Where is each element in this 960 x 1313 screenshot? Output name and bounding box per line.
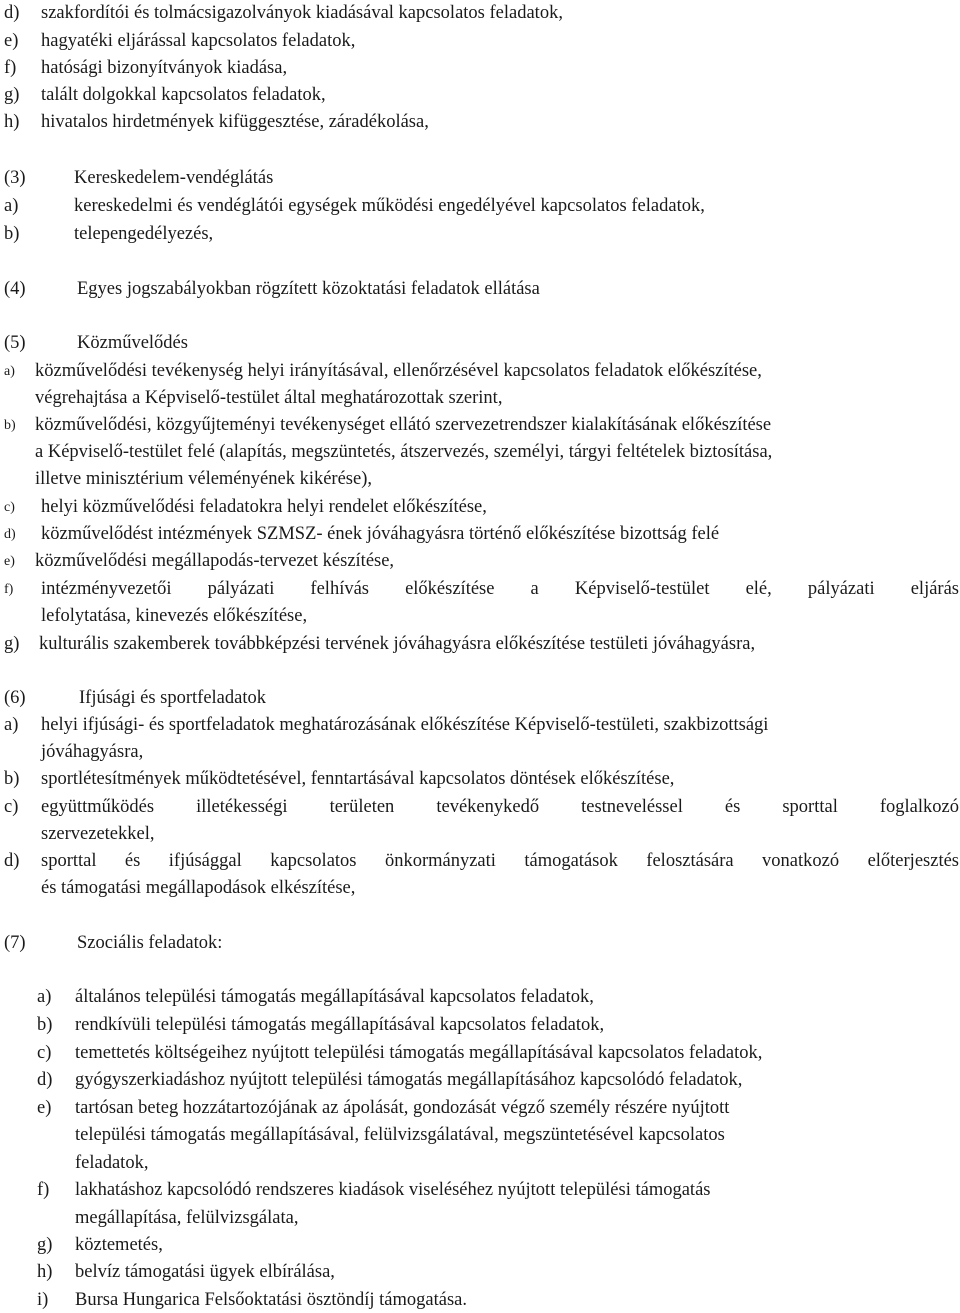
item-text: közművelődési megállapodás-tervezet készítése,	[35, 551, 395, 571]
item-text: kereskedelmi és vendéglátói egységek működési engedélyével kapcsolatos feladatok,	[74, 196, 705, 216]
item-label: d)	[37, 1070, 53, 1090]
item-continuation	[41, 821, 155, 847]
item-continuation	[41, 875, 355, 901]
item-text: talált dolgokkal kapcsolatos feladatok,	[41, 85, 326, 105]
item-label: g)	[4, 85, 20, 105]
item-label: b)	[4, 418, 16, 433]
item-label: g)	[4, 634, 20, 654]
item-label: g)	[37, 1235, 53, 1255]
section-number: (3)	[4, 168, 26, 188]
item-label: a)	[4, 196, 19, 216]
item-label: d)	[4, 527, 16, 542]
item-text: rendkívüli települési támogatás megállapításával kapcsolatos feladatok,	[75, 1015, 605, 1035]
item-continuation	[75, 1122, 725, 1148]
item-text: kulturális szakemberek továbbképzési tervének jóváhagyásra előkészítése testületi jóváhagyásra,	[39, 634, 756, 654]
item-text: és támogatási megállapodások elkészítése,	[41, 878, 356, 898]
item-text: helyi ifjúsági- és sportfeladatok meghatározásának előkészítése Képviselő-testületi, szakbizottsági	[41, 715, 769, 735]
item-text: hagyatéki eljárással kapcsolatos feladatok,	[41, 31, 356, 51]
item-label: f)	[4, 58, 17, 78]
item-label: d)	[4, 851, 20, 871]
section-number: (6)	[4, 688, 26, 708]
item-text: végrehajtása a Képviselő-testület által meghatározottak szerint,	[35, 388, 503, 408]
item-label: e)	[4, 554, 15, 569]
item-text: feladatok,	[75, 1153, 149, 1173]
item-label: f)	[37, 1180, 50, 1200]
item-label: a)	[4, 715, 19, 735]
item-label: h)	[37, 1262, 53, 1282]
item-text: hivatalos hirdetmények kifüggesztése, záradékolása,	[41, 112, 429, 132]
section-number: (7)	[4, 933, 26, 953]
item-text: együttműködés illetékességi területen tevékenykedő testneveléssel és sporttal foglalkozó	[41, 797, 959, 817]
item-text: tartósan beteg hozzátartozójának az ápolását, gondozását végző személy részére nyújtott	[75, 1098, 730, 1118]
item-label: h)	[4, 112, 20, 132]
item-label: b)	[4, 769, 20, 789]
item-text: temettetés költségeihez nyújtott települési támogatás megállapításával kapcsolatos feladatok,	[75, 1043, 763, 1063]
item-text: intézményvezetői pályázati felhívás előkészítése a Képviselő-testület elé, pályázati eljárás	[41, 579, 959, 599]
item-text: megállapítása, felülvizsgálata,	[75, 1208, 299, 1228]
item-text: lefolytatása, kinevezés előkészítése,	[41, 606, 308, 626]
item-continuation	[35, 385, 502, 411]
section-number: (5)	[4, 333, 26, 353]
item-label: a)	[37, 987, 52, 1007]
item-text: közművelődést intézmények SZMSZ- ének jóváhagyásra történő előkészítése bizottság felé	[41, 524, 720, 544]
item-text: szakfordítói és tolmácsigazolványok kiadásával kapcsolatos feladatok,	[41, 3, 563, 23]
item-label: a)	[4, 364, 15, 379]
section-title: Egyes jogszabályokban rögzített közoktatási feladatok ellátása	[77, 279, 540, 299]
item-text: gyógyszerkiadáshoz nyújtott települési támogatás megállapításához kapcsolódó feladatok,	[75, 1070, 743, 1090]
item-label: c)	[4, 797, 19, 817]
item-label: b)	[37, 1015, 53, 1035]
item-text: sportlétesítmények működtetésével, fenntartásával kapcsolatos döntések előkészítése,	[41, 769, 675, 789]
item-continuation	[35, 439, 772, 465]
item-label: e)	[37, 1098, 52, 1118]
item-text: hatósági bizonyítványok kiadása,	[41, 58, 288, 78]
item-label: f)	[4, 582, 14, 597]
item-text: közművelődési, közgyűjteményi tevékenységet ellátó szervezetrendszer kialakításának előkészítése	[35, 415, 772, 435]
item-continuation	[75, 1150, 148, 1176]
item-text: köztemetés,	[75, 1235, 163, 1255]
item-text: belvíz támogatási ügyek elbírálása,	[75, 1262, 335, 1282]
item-text: jóváhagyásra,	[41, 742, 144, 762]
item-label: c)	[4, 500, 15, 515]
section-number: (4)	[4, 279, 26, 299]
item-text: lakhatáshoz kapcsolódó rendszeres kiadások viseléséhez nyújtott települési támogatás	[75, 1180, 711, 1200]
section-title: Kereskedelem-vendéglátás	[74, 168, 274, 188]
item-label: i)	[37, 1290, 49, 1310]
item-text: a Képviselő-testület felé (alapítás, megszüntetés, átszervezés, személyi, tárgyi feltételek biztosítása,	[35, 442, 773, 462]
item-text: közművelődési tevékenység helyi irányításával, ellenőrzésével kapcsolatos feladatok előkészítése,	[35, 361, 762, 381]
item-text: Bursa Hungarica Felsőoktatási ösztöndíj támogatása.	[75, 1290, 468, 1310]
item-label: c)	[37, 1043, 52, 1063]
item-label: d)	[4, 3, 20, 23]
item-text: helyi közművelődési feladatokra helyi rendelet előkészítése,	[41, 497, 487, 517]
item-text: telepengedélyezés,	[74, 224, 214, 244]
section-title: Ifjúsági és sportfeladatok	[79, 688, 266, 708]
item-text: települési támogatás megállapításával, felülvizsgálatával, megszüntetésével kapcsolatos	[75, 1125, 725, 1145]
item-label: b)	[4, 224, 20, 244]
item-text: általános települési támogatás megállapításával kapcsolatos feladatok,	[75, 987, 594, 1007]
section-title: Szociális feladatok:	[77, 933, 223, 953]
item-text: illetve minisztérium véleményének kikérése),	[35, 469, 372, 489]
item-text: szervezetekkel,	[41, 824, 155, 844]
item-text: sporttal és ifjúsággal kapcsolatos önkormányzati támogatások felosztására vonatkozó előterjesztés	[41, 851, 959, 871]
item-continuation	[41, 739, 143, 765]
section-title: Közművelődés	[77, 333, 188, 353]
item-label: e)	[4, 31, 19, 51]
item-continuation	[75, 1205, 298, 1231]
item-continuation	[35, 466, 372, 492]
item-continuation	[41, 603, 307, 629]
